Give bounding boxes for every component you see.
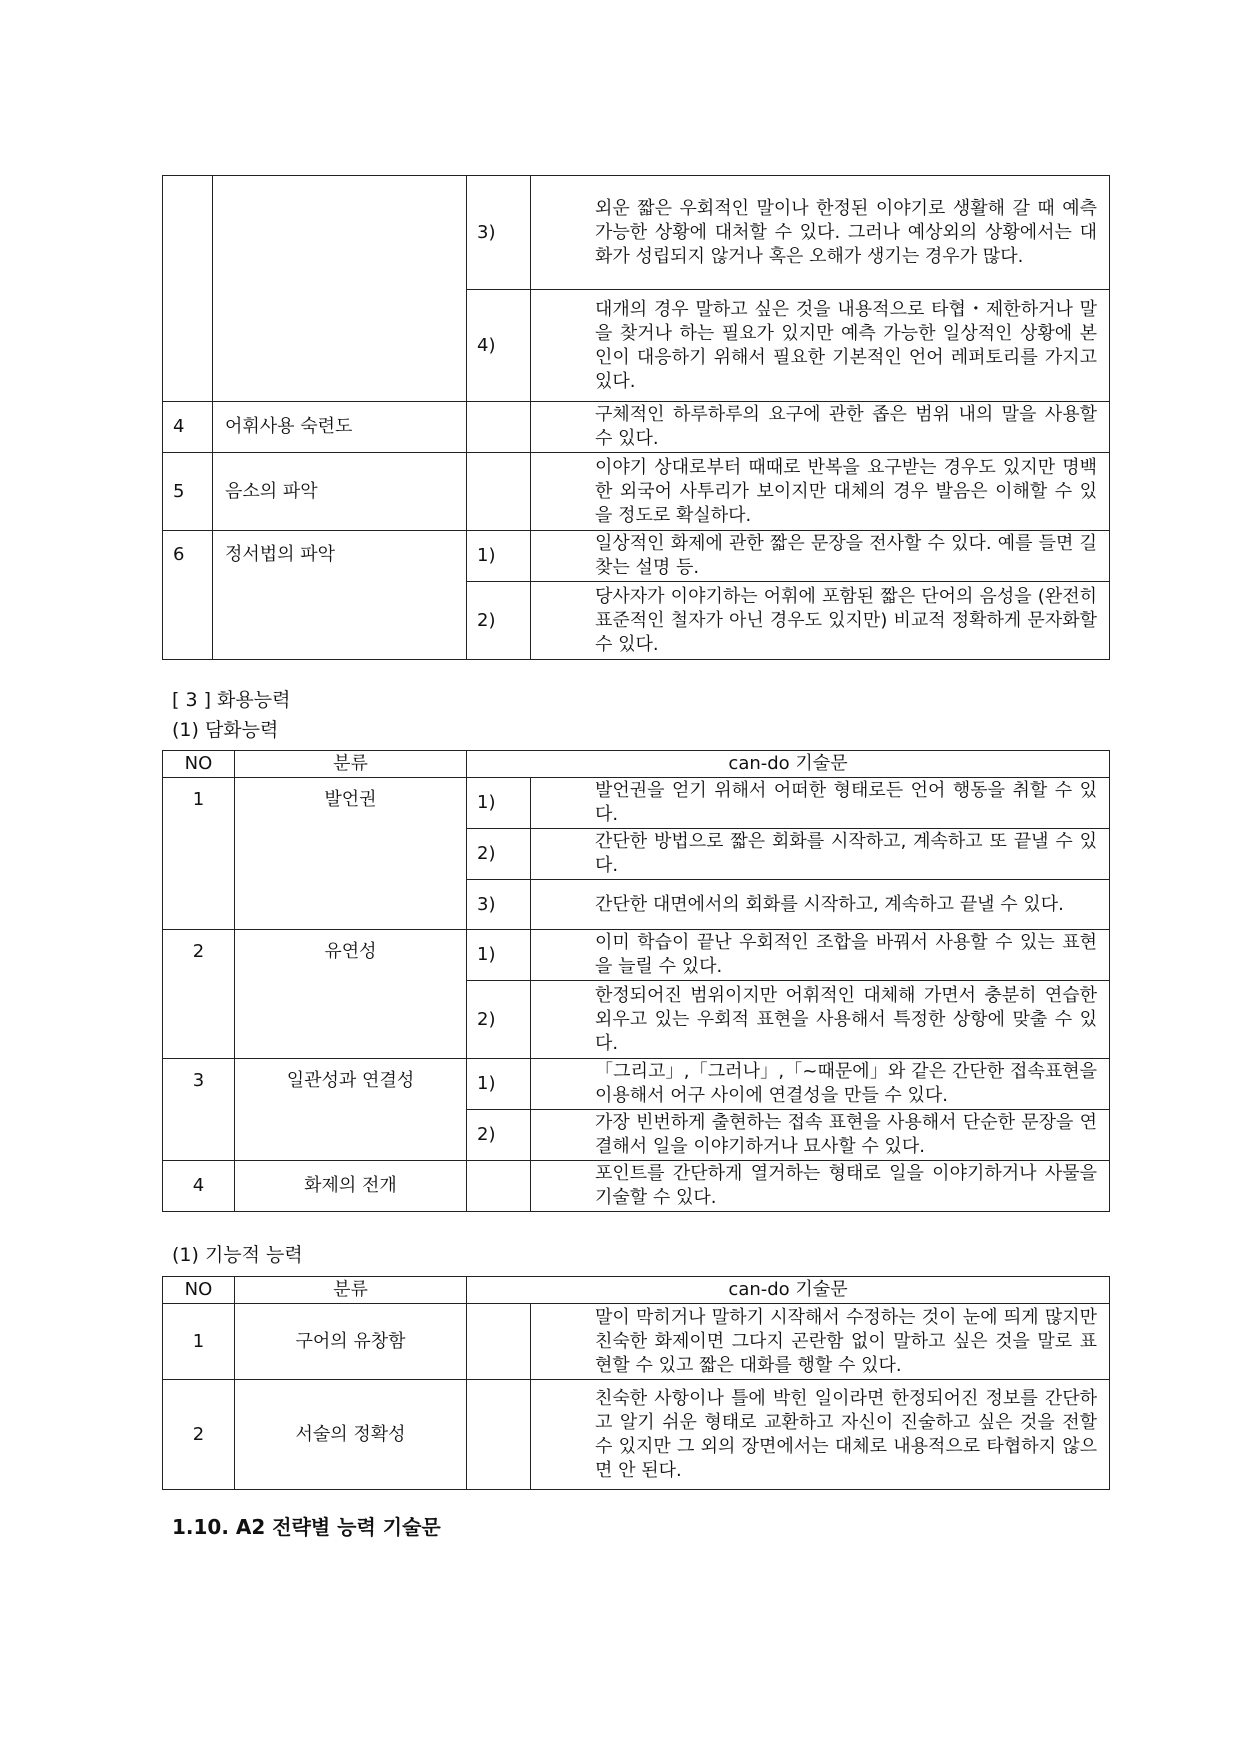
category: 화제의 전개 <box>235 1161 467 1212</box>
item-number: 1) <box>467 778 531 829</box>
item-number: 3) <box>467 176 531 290</box>
header-can-do: can-do 기술문 <box>467 1277 1110 1304</box>
can-do-text: 말이 막히거나 말하기 시작해서 수정하는 것이 눈에 띄게 많지만 친숙한 화제이면 그다지 곤란함 없이 말하고 싶은 것을 말로 표현할 수 있고 짧은 대화를 행할 수 있다. <box>531 1304 1110 1380</box>
item-number: 2) <box>467 981 531 1059</box>
item-number: 2) <box>467 829 531 880</box>
category: 일관성과 연결성 <box>235 1059 467 1161</box>
row-number: 3 <box>163 1059 235 1161</box>
header-no: NO <box>163 1277 235 1304</box>
item-number <box>467 1161 531 1212</box>
category: 정서법의 파악 <box>213 531 467 660</box>
table-row <box>163 1304 1110 1380</box>
item-number: 1) <box>467 930 531 981</box>
item-number: 1) <box>467 1059 531 1110</box>
row-number: 5 <box>163 453 213 531</box>
header-category: 분류 <box>235 751 467 778</box>
section-heading: [ 3 ] 화용능력 <box>172 689 291 711</box>
item-number: 2) <box>467 582 531 660</box>
can-do-text: 「그리고」,「그러나」,「~때문에」와 같은 간단한 접속표현을 이용해서 어구 사이에 연결성을 만들 수 있다. <box>531 1059 1110 1110</box>
functional-competence-table <box>162 1276 1110 1490</box>
can-do-text: 구체적인 하루하루의 요구에 관한 좁은 범위 내의 말을 사용할 수 있다. <box>531 402 1110 453</box>
item-number: 1) <box>467 531 531 582</box>
row-number: 4 <box>163 1161 235 1212</box>
can-do-text: 발언권을 얻기 위해서 어떠한 형태로든 언어 행동을 취할 수 있다. <box>531 778 1110 829</box>
header-category: 분류 <box>235 1277 467 1304</box>
table-row <box>163 1059 1110 1110</box>
table-row <box>163 1161 1110 1212</box>
table-row <box>163 930 1110 981</box>
row-number: 2 <box>163 1380 235 1490</box>
can-do-text: 포인트를 간단하게 열거하는 형태로 일을 이야기하거나 사물을 기술할 수 있다. <box>531 1161 1110 1212</box>
can-do-text: 한정되어진 범위이지만 어휘적인 대체해 가면서 충분히 연습한 외우고 있는 우회적 표현을 사용해서 특정한 상항에 맞출 수 있다. <box>531 981 1110 1059</box>
item-number: 2) <box>467 1110 531 1161</box>
category: 유연성 <box>235 930 467 1059</box>
header-no: NO <box>163 751 235 778</box>
row-number: 4 <box>163 402 213 453</box>
section-title: 1.10. A2 전략별 능력 기술문 <box>172 1515 441 1539</box>
table-row <box>163 453 1110 531</box>
can-do-text: 간단한 방법으로 짧은 회화를 시작하고, 계속하고 또 끝낼 수 있다. <box>531 829 1110 880</box>
category: 서술의 정확성 <box>235 1380 467 1490</box>
row-number: 1 <box>163 1304 235 1380</box>
can-do-text: 외운 짧은 우회적인 말이나 한정된 이야기로 생활해 갈 때 예측 가능한 상황에 대처할 수 있다. 그러나 예상외의 상황에서는 대화가 성립되지 않거나 혹은 오해가 생기는 경우가 많다. <box>531 176 1110 290</box>
header-can-do: can-do 기술문 <box>467 751 1110 778</box>
table-row <box>163 176 1110 290</box>
table-row <box>163 402 1110 453</box>
subsection-heading: (1) 기능적 능력 <box>172 1244 303 1266</box>
table-header-row <box>163 1277 1110 1304</box>
item-number <box>467 453 531 531</box>
row-number: 2 <box>163 930 235 1059</box>
table-row <box>163 778 1110 829</box>
can-do-text: 이미 학습이 끝난 우회적인 조합을 바꿔서 사용할 수 있는 표현을 늘릴 수 있다. <box>531 930 1110 981</box>
category: 발언권 <box>235 778 467 930</box>
table-row <box>163 290 1110 402</box>
subsection-heading: (1) 담화능력 <box>172 719 279 741</box>
linguistic-competence-table <box>162 175 1110 660</box>
discourse-competence-table <box>162 750 1110 1212</box>
can-do-text: 당사자가 이야기하는 어휘에 포함된 짧은 단어의 음성을 (완전히 표준적인 철자가 아닌 경우도 있지만) 비교적 정확하게 문자화할 수 있다. <box>531 582 1110 660</box>
category: 구어의 유창함 <box>235 1304 467 1380</box>
can-do-text: 대개의 경우 말하고 싶은 것을 내용적으로 타협・제한하거나 말을 찾거나 하는 필요가 있지만 예측 가능한 일상적인 상황에 본인이 대응하기 위해서 필요한 기본적인 언어 레퍼토리를 가지고 있다. <box>531 290 1110 402</box>
table-row <box>163 531 1110 582</box>
row-number: 1 <box>163 778 235 930</box>
can-do-text: 가장 빈번하게 출현하는 접속 표현을 사용해서 단순한 문장을 연결해서 일을 이야기하거나 묘사할 수 있다. <box>531 1110 1110 1161</box>
can-do-text: 간단한 대면에서의 회화를 시작하고, 계속하고 끝낼 수 있다. <box>531 880 1110 930</box>
table-header-row <box>163 751 1110 778</box>
item-number <box>467 402 531 453</box>
can-do-text: 친숙한 사항이나 틀에 박힌 일이라면 한정되어진 정보를 간단하고 알기 쉬운 형태로 교환하고 자신이 진술하고 싶은 것을 전할 수 있지만 그 외의 장면에서는 대체로 내용적으로 타협하지 않으면 안 된다. <box>531 1380 1110 1490</box>
row-number: 6 <box>163 531 213 660</box>
can-do-text: 일상적인 화제에 관한 짧은 문장을 전사할 수 있다. 예를 들면 길 찾는 설명 등. <box>531 531 1110 582</box>
table-row <box>163 1380 1110 1490</box>
category: 음소의 파악 <box>213 453 467 531</box>
item-number: 4) <box>467 290 531 402</box>
can-do-text: 이야기 상대로부터 때때로 반복을 요구받는 경우도 있지만 명백한 외국어 사투리가 보이지만 대체의 경우 발음은 이해할 수 있을 정도로 확실하다. <box>531 453 1110 531</box>
item-number: 3) <box>467 880 531 930</box>
category: 어휘사용 숙련도 <box>213 402 467 453</box>
